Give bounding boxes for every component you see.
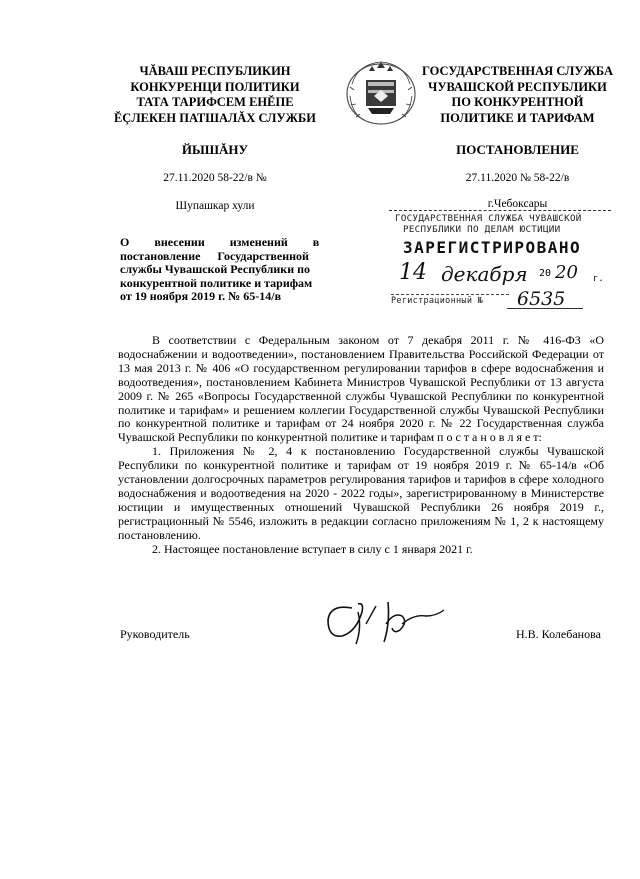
left-date-number: 27.11.2020 58-22/в № <box>163 172 267 184</box>
stamp-reg-number: 6535 <box>517 288 566 310</box>
stamp-year-suffix: 20 <box>555 262 578 283</box>
left-header-line: ТАТА ТАРИФСЕМ ЕНĔПЕ <box>136 95 294 109</box>
document-body <box>118 334 604 557</box>
signatory-name: Н.В. Колебанова <box>516 627 601 641</box>
right-header-line: ПОЛИТИКЕ И ТАРИФАМ <box>440 110 595 125</box>
subject-line: службы Чувашской Республики по <box>120 262 311 276</box>
body-paragraph-item-1: 1. Приложения № 2, 4 к постановлению Государственной службы Чувашской Республики по конкурентной политике и тарифам от 19 ноября 2019 г. № 65-14/в «Об установлении долгосрочных параметров регулирования тарифов и тарифов в сфере холодного водоснабжения и водоотведения на 2020 - 2022 годы», зарегистрированному в Министерстве юстиции и имущественных отношений Чувашской Республики 26 ноября 2019 г., регистрационный № 5546, изложить в редакции согласно приложениям № 1, 2 к настоящему постановлению. <box>118 444 604 542</box>
subject-line: постановление Государственной <box>120 248 309 263</box>
stamp-registered: ЗАРЕГИСТРИРОВАНО <box>403 238 582 257</box>
left-header-line: ĔÇЛЕКЕН ПАТШАЛĂХ СЛУЖБИ <box>113 110 317 125</box>
right-header-line: ЧУВАШСКОЙ РЕСПУБЛИКИ <box>428 79 607 94</box>
subject-line: конкурентной политике и тарифам <box>120 275 313 290</box>
stamp-month: декабря <box>441 262 528 286</box>
right-city: г.Чебоксары <box>487 198 548 210</box>
stamp-year-prefix: 20 <box>539 268 552 279</box>
registration-stamp <box>389 208 611 312</box>
stamp-reg-label: Регистрационный № <box>391 296 484 306</box>
handwritten-signature <box>322 594 448 648</box>
body-paragraph-preamble: В соответствии с Федеральным законом от 7 декабря 2011 г. № 416-ФЗ «О водоснабжении и водоотведении», постановлением Правительства Российской Федерации от 13 мая 2013 г. № 406 «О государственном регулировании тарифов в сфере водоснабжения и водоотведения», постановлением Кабинета Министров Чувашской Республики от 13 августа 2009 г. № 265 «Вопросы Государственной службы Чувашской Республики по конкурентной политике и тарифам» и решением коллегии Государственной службы Чувашской Республики по конкурентной политике и тарифам от 24 ноября 2020 г. № 22 Государственная служба Чувашской Республики по конкурентной политике и тарифам п о с т а н о в л я е т: <box>118 333 604 445</box>
subject-line <box>120 236 332 250</box>
stamp-year-unit: г. <box>593 274 604 284</box>
stamp-day: 14 <box>399 260 427 285</box>
subject-line-text: О внесении изменений в <box>120 235 320 249</box>
chuvash-emblem-icon <box>344 54 418 126</box>
left-header-line: ЧĂВАШ РЕСПУБЛИКИН <box>139 64 291 78</box>
left-doc-type: ЙЫШĂНУ <box>181 142 249 157</box>
stamp-line-2: РЕСПУБЛИКИ ПО ДЕЛАМ ЮСТИЦИИ <box>403 224 561 235</box>
stamp-border-top <box>389 210 611 211</box>
subject-line: от 19 ноября 2019 г. № 65-14/в <box>120 289 282 303</box>
right-header-line: ПО КОНКУРЕНТНОЙ <box>451 95 584 109</box>
signatory-role: Руководитель <box>120 627 190 641</box>
document-subject <box>120 236 332 304</box>
stamp-date-line <box>391 294 509 295</box>
left-header-line: КОНКУРЕНЦИ ПОЛИТИКИ <box>130 79 300 94</box>
left-header-chuvash <box>100 64 330 126</box>
body-paragraph-item-2: 2. Настоящее постановление вступает в силу с 1 января 2021 г. <box>152 541 473 556</box>
right-header-line: ГОСУДАРСТВЕННАЯ СЛУЖБА <box>421 64 614 78</box>
stamp-line-1: ГОСУДАРСТВЕННАЯ СЛУЖБА ЧУВАШСКОЙ <box>395 213 582 224</box>
right-header-russian <box>415 64 620 126</box>
left-city: Шупашкар хули <box>175 200 255 212</box>
stamp-number-line <box>507 308 583 309</box>
right-doc-type: ПОСТАНОВЛЕНИЕ <box>456 142 579 157</box>
right-date-number: 27.11.2020 № 58-22/в <box>465 172 570 184</box>
